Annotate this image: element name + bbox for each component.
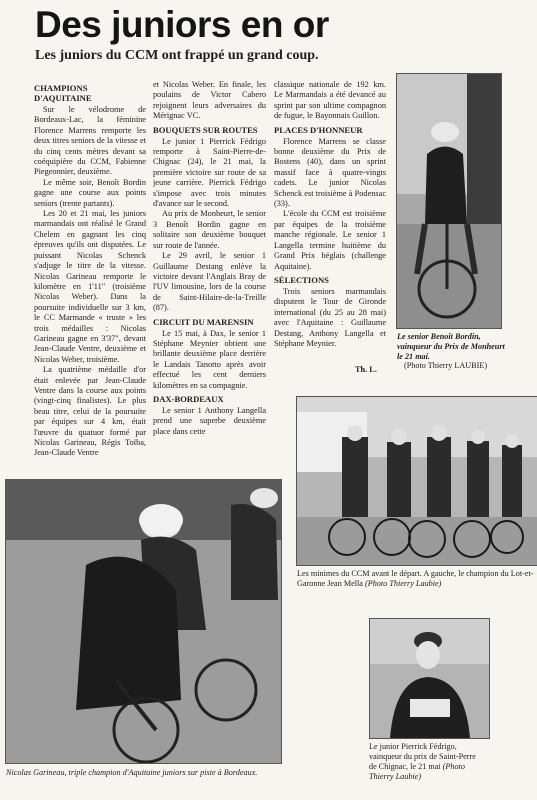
paragraph: Le senior 1 Anthony Langella prend une superbe deuxième place dans cette <box>153 405 266 436</box>
author-signature: Th. L. <box>355 365 377 374</box>
paragraph: Le 29 avril, le senior 1 Guillaume Destang enlève la victoire devant l'Anglais Bray de l'UV limousine, lors de la course de Saint-Hilaire-de-la-Treille (87). <box>153 251 266 313</box>
photo-garineau <box>5 479 282 764</box>
subheadline: Les juniors du CCM ont frappé un grand coup. <box>35 48 319 63</box>
caption-credit: (Photo Thierry Laubie) <box>364 579 442 588</box>
section-heading-selections: SÉLECTIONS <box>274 274 329 285</box>
cyclist-photo-graphic <box>397 74 501 328</box>
photo-fedrigo <box>369 618 490 739</box>
section-heading-places: PLACES D'HONNEUR <box>274 124 363 135</box>
caption-fedrigo <box>369 742 484 782</box>
paragraph: L'école du CCM est troisième par équipes de la troisième manche régionale. Le senior 1 Langella termine huitième du Grand Prix béglais (challenge Aquitaine). <box>274 209 386 271</box>
photo-minimes-group <box>296 396 537 566</box>
caption-minimes <box>297 569 537 589</box>
paragraph: La quatrième médaille d'or était enlevée par Jean-Claude Ventre dans la course aux points (vingt-cinq finalistes). Le plus beau titre, celui de la poursuite par équipes sur 4 km, était l'œuvre du quatuor formé par Nicolas Garineau, Régis Toïba, Jean-Claude Ventre <box>34 365 146 458</box>
article-column-3 <box>274 80 386 380</box>
portrait-photo-graphic <box>370 619 489 738</box>
caption-credit: (Photo Thierry LAUBIE) <box>404 361 488 370</box>
paragraph: Le même soir, Benoît Bordin gagne une course aux points seniors (trente partants). <box>34 177 146 208</box>
track-photo-graphic <box>6 480 281 763</box>
photo-cyclist-bordin <box>396 73 502 329</box>
article-column-2 <box>153 80 266 472</box>
section-heading-champions: CHAMPIONS D'AQUITAINE <box>34 83 92 103</box>
caption-garineau <box>6 768 282 778</box>
paragraph: Le junior 1 Pierrick Fédrigo remporte à Saint-Pierre-de-Chignac (24), le 21 mai, la première victoire sur route de sa jeune carrière. Pierrick Fédrigo s'impose avec trois minutes d'avance sur le second. <box>153 136 266 209</box>
paragraph: Sur le vélodrome de Bordeaux-Lac, la féminine Florence Marrens remporte les deux titres seniors de la vitesse et du cinq cents mètres devant sa coéquipière du CCM, Fabienne Piegeonnier, deuxième. <box>34 105 146 177</box>
paragraph: Au prix de Monheurt, le senior 3 Benoît Bordin gagne en solitaire son deuxième bouquet sur route de l'année. <box>153 209 266 250</box>
paragraph: Les 20 et 21 mai, les juniors marmandais ont réalisé le Grand Chelem en gagnant les cinq épreuves qu'ils ont disputées. Le puissant Nicolas Schenck s'adjuge le titre de la vitesse. Nicolas Garineau remporte le kilomètre en 1'11" (troisième Nicolas Weber). Dans la poursuite individuelle sur 3 km, le CC Marmande « truste » les trois médailles : Nicolas Garineau gagne en 3'37", devant Jean-Claude Ventre, deuxième et Nicolas Weber, troisième. <box>34 209 146 364</box>
section-heading-dax-bordeaux: DAX-BORDEAUX <box>153 393 224 404</box>
caption-text: Les minimes du CCM avant le départ. A gauche, le champion du Lot-et-Garonne Jean Mella <box>297 569 534 588</box>
group-photo-graphic <box>297 397 537 565</box>
article-column-1 <box>34 80 146 472</box>
caption-credit: (Photo Thierry Laubie) <box>369 762 465 781</box>
paragraph: classique nationale de 192 km. Le Marmandais a été devancé au sprint par son ultime compagnon de fugue, le Bayonnais Guillon. <box>274 80 386 121</box>
paragraph: Trois seniors marmandais disputent le Tour de Gironde international (du 25 au 28 mai) avec l'Aquitaine : Guillaume Destang, Anthony Langella et Stéphane Meynier. <box>274 286 386 348</box>
caption-text: Le junior Pierrick Fédrigo, vainqueur du prix de Saint-Perre de Chignac, le 21 mai <box>369 742 476 771</box>
section-heading-marensin: CIRCUIT DU MARENSIN <box>153 316 254 327</box>
section-heading-bouquets: BOUQUETS SUR ROUTES <box>153 124 258 135</box>
paragraph: Le 15 mai, à Dax, le senior 1 Stéphane Meynier obtient une brillante deuxième place derrière le Landais Tanotto après avoir effectué les cent derniers kilomètres en sa compagnie. <box>153 328 266 390</box>
headline: Des juniors en or <box>35 4 329 45</box>
caption-text: Nicolas Garineau, triple champion d'Aquitaine juniors sur piste à Bordeaux. <box>6 768 258 777</box>
caption-text: Le senior Benoît Bordin, vainqueur du Prix de Monheurt le 21 mai. <box>397 332 505 361</box>
paragraph: et Nicolas Weber. En finale, les poulains de Victor Cabero rejoignent leurs adversaires du Mérignac VC. <box>153 80 266 121</box>
caption-bordin <box>397 332 505 362</box>
paragraph: Florence Marrens se classe bonne deuxième du Prix de Bostens (40), dans un sprint massif face à quatre-vingts cadets. Le junior Nicolas Schenck est troisième à Podensac (33). <box>274 136 386 209</box>
